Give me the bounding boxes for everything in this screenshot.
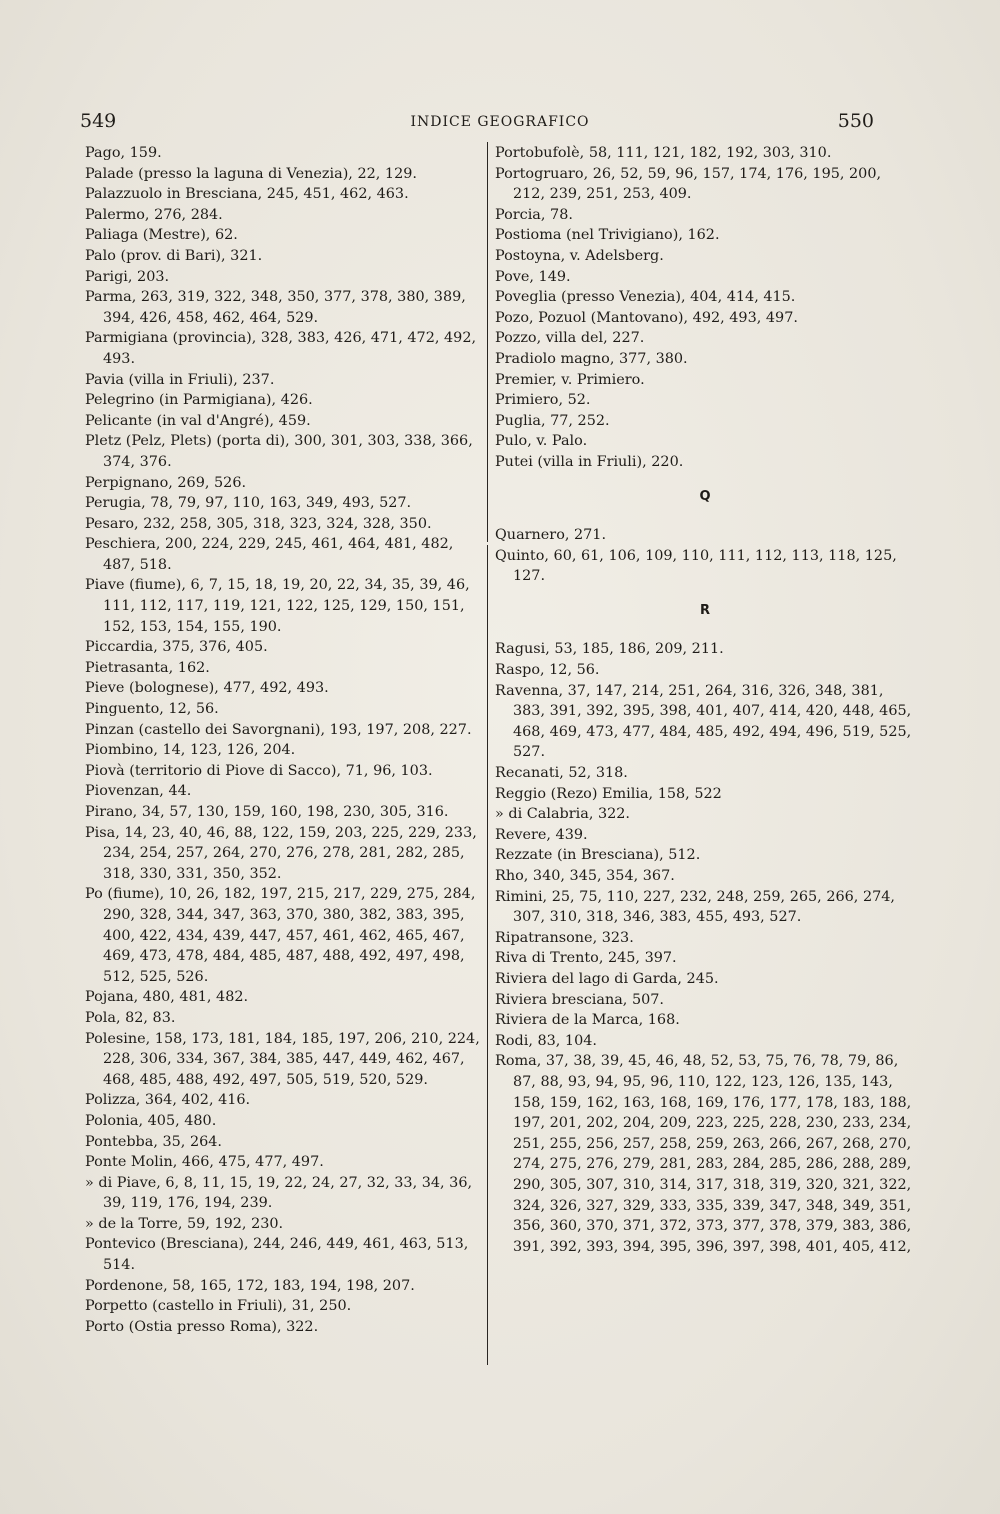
index-entry: Poveglia (presso Venezia), 404, 414, 415. (495, 289, 796, 306)
index-entry: Rho, 340, 345, 354, 367. (495, 868, 675, 884)
index-entry: » di Piave, 6, 8, 11, 15, 19, 22, 24, 27, 32, 33, 34, 36, 39, 119, 176, 194, 239. (85, 1174, 473, 1212)
index-entry: Po (fiume), 10, 26, 182, 197, 215, 217, 229, 275, 284, 290, 328, 344, 347, 363, 370, 380, 382, 383, 395, 400, 422, 434, 439, 447, 457, 461, 462, 465, 467, 469, 473, 478, 484, 485, 487, 488, 492, 497, 498, 512, 525, 526. (85, 886, 476, 985)
index-entry: Pradiolo magno, 377, 380. (495, 350, 688, 367)
index-entry: Raspo, 12, 56. (495, 662, 600, 679)
page-title: INDICE GEOGRAFICO (410, 114, 590, 130)
index-entry: Ponte Molin, 466, 475, 477, 497. (85, 1154, 324, 1171)
index-entry: Palade (presso la laguna di Venezia), 22, 129. (85, 165, 417, 182)
index-entry: Pieve (bolognese), 477, 492, 493. (85, 680, 329, 697)
index-entry: Quinto, 60, 61, 106, 109, 110, 111, 112, 113, 118, 125, 127. (495, 547, 897, 585)
index-entry: Pelegrino (in Parmigiana), 426. (85, 392, 313, 409)
column-divider-upper (487, 142, 488, 542)
index-entry: Pinguento, 12, 56. (85, 701, 219, 718)
index-entry: Parma, 263, 319, 322, 348, 350, 377, 378, 380, 389, 394, 426, 458, 462, 464, 529. (85, 289, 466, 326)
index-entry: Piombino, 14, 123, 126, 204. (85, 742, 296, 759)
index-entry: Pozzo, villa del, 227. (495, 330, 645, 347)
index-entry: Ripatransone, 323. (495, 929, 634, 946)
left-page-number: 549 (80, 110, 117, 132)
index-entry: Pontebba, 35, 264. (85, 1133, 222, 1150)
index-entry: Revere, 439. (495, 826, 588, 843)
index-entry: Polizza, 364, 402, 416. (85, 1092, 251, 1109)
index-entry: Pove, 149. (495, 268, 571, 285)
index-entry: Palermo, 276, 284. (85, 206, 223, 223)
section-q (495, 525, 915, 587)
index-entry: Perpignano, 269, 526. (85, 474, 247, 491)
index-entry: Riviera bresciana, 507. (495, 991, 664, 1008)
index-entry: Pozo, Pozuol (Mantovano), 492, 493, 497. (495, 309, 798, 326)
index-entry: Pola, 82, 83. (85, 1009, 176, 1026)
index-entry: Palo (prov. di Bari), 321. (85, 247, 263, 264)
index-entry: Paliaga (Mestre), 62. (85, 227, 238, 244)
section-p (495, 143, 915, 473)
index-entry: Piave (fiume), 6, 7, 15, 18, 19, 20, 22, 34, 35, 39, 46, 111, 112, 117, 119, 121, 122, 125, 129, 150, 151, 152, 153, 154, 155, 190. (85, 577, 470, 635)
index-entry: Portogruaro, 26, 52, 59, 96, 157, 174, 176, 195, 200, 212, 239, 251, 253, 409. (495, 165, 882, 203)
right-page-number: 550 (837, 110, 874, 132)
index-entry: Puglia, 77, 252. (495, 412, 610, 429)
section-letter-q: Q (699, 488, 711, 504)
section-letter-r: R (699, 602, 710, 618)
index-entry: Pavia (villa in Friuli), 237. (85, 371, 275, 388)
index-entry: Pirano, 34, 57, 130, 159, 160, 198, 230, 305, 316. (85, 804, 449, 820)
index-entry: Rezzate (in Bresciana), 512. (495, 847, 701, 864)
index-entry: Pietrasanta, 162. (85, 659, 210, 676)
index-entry: Quarnero, 271. (495, 527, 607, 544)
index-entry: » di Calabria, 322. (495, 806, 631, 823)
index-entry: Riviera de la Marca, 168. (495, 1012, 680, 1029)
index-entry: Piovenzan, 44. (85, 783, 192, 800)
index-entry: Pisa, 14, 23, 40, 46, 88, 122, 159, 203, 225, 229, 233, 234, 254, 257, 264, 270, 276, 278, 281, 282, 285, 318, 330, 331, 350, 352. (85, 824, 477, 882)
index-entry: Pordenone, 58, 165, 172, 183, 194, 198, 207. (85, 1277, 415, 1294)
index-entry: Premier, v. Primiero. (495, 371, 645, 388)
index-entry: Riviera del lago di Garda, 245. (495, 970, 719, 987)
index-entry: Postioma (nel Trivigiano), 162. (495, 227, 720, 244)
index-entry: Riva di Trento, 245, 397. (495, 950, 677, 967)
index-entry: Pelicante (in val d'Angré), 459. (85, 412, 311, 429)
index-entry: Piccardia, 375, 376, 405. (85, 639, 268, 656)
index-entry: Ravenna, 37, 147, 214, 251, 264, 316, 326, 348, 381, 383, 391, 392, 395, 398, 401, 407, 414, 420, 448, 465, 468, 469, 473, 477, 484, 485, 492, 494, 496, 519, 525, 527. (495, 682, 912, 761)
column-divider-lower (487, 545, 488, 1365)
index-entry: Porcia, 78. (495, 206, 573, 223)
index-entry: Pletz (Pelz, Plets) (porta di), 300, 301, 303, 338, 366, 374, 376. (85, 433, 473, 470)
index-entry: Roma, 37, 38, 39, 45, 46, 48, 52, 53, 75, 76, 78, 79, 86, 87, 88, 93, 94, 95, 96, 110, 122, 123, 126, 135, 143, 158, 159, 162, 163, 168, 169, 176, 177, 178, 183, 188, 197, 201, 202, 204, 209, 223, 225, 228, 230, 233, 234, 251, 255, 256, 257, 258, 259, 263, 266, 267, 268, 270, 274, 275, 276, 279, 281, 283, 284, 285, 286, 288, 289, 290, 305, 307, 310, 314, 317, 318, 319, 320, 321, 322, 324, 326, 327, 329, 333, 335, 339, 347, 348, 349, 351, 356, 360, 370, 371, 372, 373, 377, 378, 379, 383, 386, 391, 392, 393, 394, 395, 396, 397, 398, 401, 405, 412, (495, 1053, 912, 1255)
left-column (85, 143, 485, 1337)
index-entry: Pulo, v. Palo. (495, 433, 588, 450)
index-entry: Pesaro, 232, 258, 305, 318, 323, 324, 328, 350. (85, 515, 432, 532)
index-entry: Pojana, 480, 481, 482. (85, 989, 249, 1006)
index-entry: Pontevico (Bresciana), 244, 246, 449, 461, 463, 513, 514. (85, 1236, 469, 1274)
index-entry: Pinzan (castello dei Savorgnani), 193, 197, 208, 227. (85, 721, 472, 738)
index-entry: Polonia, 405, 480. (85, 1112, 217, 1129)
index-entry: Porto (Ostia presso Roma), 322. (85, 1318, 319, 1335)
index-entry: Rodi, 83, 104. (495, 1032, 597, 1049)
index-entry: Postoyna, v. Adelsberg. (495, 247, 664, 264)
index-entry: Piovà (territorio di Piove di Sacco), 71, 96, 103. (85, 762, 433, 779)
index-entry: Peschiera, 200, 224, 229, 245, 461, 464, 481, 482, 487, 518. (85, 536, 454, 573)
right-column (495, 143, 915, 1257)
index-entry: Parigi, 203. (85, 268, 170, 285)
index-entry: Ragusi, 53, 185, 186, 209, 211. (495, 641, 724, 658)
index-entry: Primiero, 52. (495, 392, 591, 409)
index-entry: Pago, 159. (85, 145, 162, 161)
index-entry: Porpetto (castello in Friuli), 31, 250. (85, 1298, 352, 1315)
index-entry: » de la Torre, 59, 192, 230. (85, 1215, 284, 1232)
index-entry: Palazzuolo in Bresciana, 245, 451, 462, 463. (85, 186, 409, 203)
index-entry: Perugia, 78, 79, 97, 110, 163, 349, 493, 527. (85, 495, 412, 512)
index-entry: Putei (villa in Friuli), 220. (495, 453, 684, 470)
index-entry: Recanati, 52, 318. (495, 765, 628, 782)
index-entry: Polesine, 158, 173, 181, 184, 185, 197, 206, 210, 224, 228, 306, 334, 367, 384, 385, 447, 449, 462, 467, 468, 485, 488, 492, 497, 505, 519, 520, 529. (85, 1030, 480, 1088)
index-entry: Reggio (Rezo) Emilia, 158, 522 (495, 785, 722, 802)
index-entry: Parmigiana (provincia), 328, 383, 426, 471, 472, 492, 493. (85, 330, 477, 367)
index-entry: Rimini, 25, 75, 110, 227, 232, 248, 259, 265, 266, 274, 307, 310, 318, 346, 383, 455, 493, 527. (495, 888, 895, 926)
index-entry: Portobufolè, 58, 111, 121, 182, 192, 303, 310. (495, 145, 832, 161)
section-r (495, 639, 915, 1257)
